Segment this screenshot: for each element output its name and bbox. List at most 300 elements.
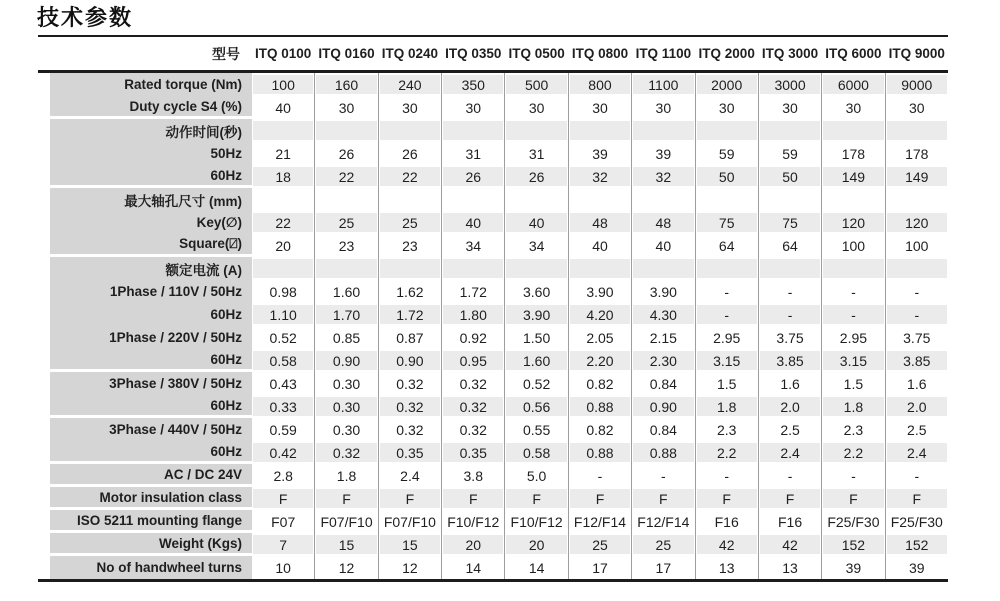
value-cell: [758, 165, 821, 188]
value-cell: [631, 142, 694, 165]
value-cell: [504, 96, 567, 119]
value-band: 25: [380, 213, 440, 232]
value-cell: [568, 142, 631, 165]
value-band: [760, 190, 820, 209]
value-cell: [314, 510, 377, 533]
value-band: 20: [443, 535, 503, 554]
value-cell: [504, 280, 567, 303]
value-cell: [821, 303, 884, 326]
value-cell: [568, 211, 631, 234]
value-band: [380, 259, 440, 278]
row-cells: [252, 303, 948, 326]
value-cell: [504, 441, 567, 464]
value-cell: [504, 349, 567, 372]
value-cell: [441, 372, 504, 395]
value-band: 0.82: [586, 421, 614, 438]
row-label: 1Phase / 220V / 50Hz: [38, 326, 252, 349]
value-cell: [252, 303, 314, 326]
value-cell: [695, 257, 758, 280]
value-cell: [885, 188, 948, 211]
value-band: [316, 190, 376, 209]
value-cell: [821, 372, 884, 395]
table-row: [38, 96, 948, 119]
value-band: 1.6: [907, 375, 927, 392]
value-cell: [378, 556, 441, 579]
value-band: 0.58: [506, 443, 566, 462]
value-band: 30: [908, 99, 925, 116]
value-cell: [885, 280, 948, 303]
value-cell: [441, 464, 504, 487]
value-cell: [378, 464, 441, 487]
value-band: 15: [316, 535, 376, 554]
value-cell: [314, 464, 377, 487]
value-band: 50: [760, 167, 820, 186]
table-row: [38, 142, 948, 165]
value-cell: [695, 234, 758, 257]
value-cell: [252, 487, 314, 510]
value-band: 30: [592, 99, 608, 116]
value-cell: [821, 119, 884, 142]
value-cell: [631, 73, 694, 96]
value-band: 20: [275, 237, 291, 254]
value-band: 31: [465, 145, 482, 162]
value-band: [570, 121, 630, 140]
value-band: 0.55: [522, 421, 551, 438]
value-band: 17: [592, 559, 608, 576]
table-row: [38, 556, 948, 579]
value-band: F07/F10: [383, 513, 436, 530]
model-name: ITQ 3000: [761, 46, 819, 61]
value-cell: [758, 487, 821, 510]
value-cell: [631, 119, 694, 142]
value-band: 48: [570, 213, 630, 232]
value-cell: [695, 441, 758, 464]
row-cells: [252, 280, 948, 303]
value-band: 26: [443, 167, 503, 186]
value-band: 1.72: [380, 305, 440, 324]
value-band: F25/F30: [890, 513, 943, 530]
value-cell: [378, 510, 441, 533]
value-cell: [631, 372, 694, 395]
value-band: F25/F30: [827, 513, 880, 530]
value-cell: [252, 165, 314, 188]
value-band: F: [506, 489, 566, 508]
value-cell: [504, 257, 567, 280]
row-label: Rated torque (Nm): [38, 73, 252, 96]
value-cell: [441, 211, 504, 234]
value-band: [506, 121, 566, 140]
row-label: 3Phase / 380V / 50Hz: [38, 372, 252, 395]
table-header-row: [38, 37, 948, 73]
value-cell: [568, 418, 631, 441]
value-cell: [378, 165, 441, 188]
value-band: 1.72: [459, 283, 487, 300]
value-cell: [252, 464, 314, 487]
value-cell: [695, 73, 758, 96]
value-cell: [821, 441, 884, 464]
value-band: 0.52: [269, 329, 297, 346]
value-band: 75: [697, 213, 757, 232]
row-cells: [252, 510, 948, 533]
value-cell: [631, 441, 694, 464]
value-band: 0.42: [253, 443, 313, 462]
value-cell: [441, 119, 504, 142]
row-cells: [252, 73, 948, 96]
value-band: 0.88: [570, 443, 630, 462]
value-band: -: [787, 283, 793, 300]
value-cell: [885, 556, 948, 579]
value-band: 17: [655, 559, 672, 576]
value-band: F: [570, 489, 630, 508]
value-band: 1.62: [396, 283, 424, 300]
value-cell: [314, 211, 377, 234]
value-band: 2.4: [760, 443, 820, 462]
value-band: [443, 190, 503, 209]
value-cell: [378, 96, 441, 119]
value-band: 2.3: [843, 421, 864, 438]
model-column-header: 型号: [212, 45, 240, 62]
row-label: Weight (Kgs): [38, 533, 252, 556]
row-cells: [252, 349, 948, 372]
value-band: [380, 190, 440, 209]
value-cell: [378, 142, 441, 165]
value-cell: [631, 165, 694, 188]
value-cell: [314, 96, 377, 119]
value-band: [443, 121, 503, 140]
value-band: F07/F10: [320, 513, 373, 530]
table-row: [38, 372, 948, 395]
value-cell: [314, 349, 377, 372]
value-cell: [758, 556, 821, 579]
value-cell: [695, 142, 758, 165]
value-cell: [821, 326, 884, 349]
value-cell: [314, 487, 377, 510]
value-band: 6000: [823, 75, 883, 94]
value-cell: [378, 418, 441, 441]
value-band: 120: [887, 213, 947, 232]
value-cell: [885, 73, 948, 96]
value-cell: [885, 303, 948, 326]
value-cell: [758, 73, 821, 96]
value-band: 42: [760, 535, 820, 554]
value-band: 3.90: [506, 305, 566, 324]
row-label: 1Phase / 110V / 50Hz: [38, 280, 252, 303]
row-cells: [252, 418, 948, 441]
value-cell: [378, 372, 441, 395]
row-label: 60Hz: [38, 165, 252, 188]
value-band: 149: [887, 167, 947, 186]
row-cells: [252, 326, 948, 349]
table-row: [38, 510, 948, 533]
value-band: 4.20: [570, 305, 630, 324]
value-cell: [631, 395, 694, 418]
value-band: 2.20: [570, 351, 630, 370]
value-cell: [314, 418, 377, 441]
value-band: 2.15: [649, 329, 677, 346]
model-name: ITQ 2000: [698, 46, 755, 61]
value-cell: [631, 510, 694, 533]
model-name: ITQ 0160: [318, 46, 375, 61]
value-band: -: [787, 467, 793, 484]
value-band: 42: [697, 535, 757, 554]
value-cell: [441, 280, 504, 303]
value-cell: [758, 349, 821, 372]
value-cell: [695, 395, 758, 418]
value-cell: [758, 464, 821, 487]
table-row: [38, 326, 948, 349]
value-band: 30: [465, 99, 482, 116]
value-band: 0.52: [522, 375, 551, 392]
value-band: 25: [633, 535, 693, 554]
value-cell: [252, 395, 314, 418]
value-band: 3.85: [760, 351, 820, 370]
value-cell: [378, 395, 441, 418]
value-cell: [695, 418, 758, 441]
value-cell: [378, 188, 441, 211]
value-band: F: [380, 489, 440, 508]
value-cell: [758, 119, 821, 142]
value-cell: [631, 464, 694, 487]
row-label: Duty cycle S4 (%): [38, 96, 252, 119]
model-name: ITQ 6000: [825, 46, 882, 61]
row-label: AC / DC 24V: [38, 464, 252, 487]
value-cell: [252, 96, 314, 119]
table-section-row: [38, 119, 948, 142]
value-cell: [441, 441, 504, 464]
value-band: 5.0: [526, 467, 547, 484]
value-band: 2.95: [713, 329, 741, 346]
value-cell: [695, 349, 758, 372]
value-cell: [695, 96, 758, 119]
row-label: 60Hz: [38, 303, 252, 326]
value-cell: [821, 234, 884, 257]
value-band: 2.3: [716, 421, 737, 438]
value-band: 152: [887, 535, 947, 554]
value-cell: [695, 303, 758, 326]
row-label: 动作时间(秒): [38, 119, 252, 142]
value-band: 2.8: [273, 467, 293, 484]
value-cell: [821, 349, 884, 372]
value-cell: [758, 303, 821, 326]
value-band: 100: [905, 237, 929, 254]
row-label: 3Phase / 440V / 50Hz: [38, 418, 252, 441]
table-row: [38, 234, 948, 257]
value-cell: [821, 280, 884, 303]
value-cell: [758, 96, 821, 119]
value-cell: [314, 234, 377, 257]
value-cell: [252, 556, 314, 579]
value-band: 3.8: [463, 467, 483, 484]
value-cell: [568, 303, 631, 326]
value-cell: [568, 165, 631, 188]
value-cell: [568, 257, 631, 280]
row-cells: [252, 487, 948, 510]
value-band: 2.4: [887, 443, 947, 462]
value-band: 3.75: [903, 329, 931, 346]
value-band: 0.90: [316, 351, 376, 370]
value-cell: [441, 349, 504, 372]
value-band: 9000: [887, 75, 947, 94]
value-band: [380, 121, 440, 140]
row-cells: [252, 441, 948, 464]
value-band: 0.84: [649, 421, 677, 438]
value-band: 2.05: [586, 329, 614, 346]
value-band: -: [823, 305, 883, 324]
value-band: 64: [718, 237, 735, 254]
value-band: F16: [777, 513, 803, 530]
table-row: [38, 280, 948, 303]
model-header-cells: [252, 46, 948, 61]
row-cells: [252, 142, 948, 165]
value-band: 1.60: [332, 283, 361, 300]
table-section-row: [38, 188, 948, 211]
value-cell: [504, 303, 567, 326]
value-band: 0.90: [633, 397, 693, 416]
value-cell: [821, 510, 884, 533]
value-band: 7: [253, 535, 313, 554]
value-band: 178: [905, 145, 929, 162]
value-band: 0.32: [459, 375, 487, 392]
row-label: ISO 5211 mounting flange: [38, 510, 252, 533]
row-cells: [252, 372, 948, 395]
value-band: F12/F14: [573, 513, 627, 530]
value-band: -: [597, 467, 603, 484]
value-cell: [314, 142, 377, 165]
value-band: 0.58: [253, 351, 313, 370]
value-band: 30: [782, 99, 798, 116]
value-cell: [378, 73, 441, 96]
value-cell: [504, 395, 567, 418]
value-band: 0.30: [332, 375, 361, 392]
value-band: 3.90: [586, 283, 614, 300]
value-band: 2.2: [697, 443, 757, 462]
row-cells: [252, 533, 948, 556]
value-cell: [758, 326, 821, 349]
value-cell: [504, 165, 567, 188]
value-cell: [885, 326, 948, 349]
value-band: 0.33: [253, 397, 313, 416]
value-band: 1.8: [823, 397, 883, 416]
value-cell: [885, 441, 948, 464]
value-cell: [885, 533, 948, 556]
value-cell: [758, 533, 821, 556]
value-cell: [441, 96, 504, 119]
value-band: 0.35: [380, 443, 440, 462]
value-band: [760, 121, 820, 140]
value-band: 2.4: [400, 467, 420, 484]
value-cell: [441, 395, 504, 418]
value-band: 39: [655, 145, 672, 162]
value-band: -: [851, 283, 856, 300]
value-band: 0.85: [332, 329, 361, 346]
value-cell: [504, 487, 567, 510]
model-name: ITQ 1100: [635, 46, 692, 61]
value-band: 100: [841, 237, 866, 254]
value-cell: [378, 349, 441, 372]
value-band: 0.32: [380, 397, 440, 416]
value-cell: [568, 556, 631, 579]
value-band: F: [760, 489, 820, 508]
value-cell: [631, 234, 694, 257]
value-cell: [821, 487, 884, 510]
value-cell: [695, 464, 758, 487]
value-band: 12: [402, 559, 418, 576]
value-band: 50: [697, 167, 757, 186]
value-band: 240: [380, 75, 440, 94]
page-title: 技术参数: [37, 5, 134, 30]
value-band: 14: [465, 559, 482, 576]
row-cells: [252, 119, 948, 142]
value-cell: [441, 257, 504, 280]
value-band: 0.35: [443, 443, 503, 462]
value-band: 40: [275, 99, 291, 116]
value-band: 0.82: [586, 375, 614, 392]
value-cell: [758, 418, 821, 441]
value-cell: [378, 119, 441, 142]
value-band: F07: [271, 513, 296, 530]
value-band: 12: [338, 559, 355, 576]
value-band: 21: [275, 145, 291, 162]
value-band: -: [760, 305, 820, 324]
value-cell: [314, 372, 377, 395]
value-cell: [504, 533, 567, 556]
value-cell: [441, 188, 504, 211]
value-cell: [568, 464, 631, 487]
value-band: [887, 259, 947, 278]
value-band: 3.15: [697, 351, 757, 370]
value-cell: [441, 73, 504, 96]
row-cells: [252, 211, 948, 234]
row-cells: [252, 464, 948, 487]
value-band: [823, 259, 883, 278]
value-band: 30: [718, 99, 735, 116]
value-cell: [504, 556, 567, 579]
row-label: 60Hz: [38, 441, 252, 464]
value-cell: [568, 395, 631, 418]
value-cell: [885, 211, 948, 234]
value-cell: [631, 418, 694, 441]
value-cell: [441, 234, 504, 257]
value-cell: [314, 280, 377, 303]
row-cells: [252, 96, 948, 119]
value-cell: [568, 234, 631, 257]
value-band: 0.88: [633, 443, 693, 462]
value-cell: [631, 188, 694, 211]
value-band: F: [887, 489, 947, 508]
value-cell: [821, 395, 884, 418]
value-cell: [631, 257, 694, 280]
value-cell: [885, 165, 948, 188]
value-cell: [631, 211, 694, 234]
value-band: [633, 121, 693, 140]
value-band: 34: [465, 237, 482, 254]
value-band: 4.30: [633, 305, 693, 324]
value-band: [506, 259, 566, 278]
table-row: [38, 73, 948, 96]
value-band: 64: [782, 237, 798, 254]
table-row: [38, 464, 948, 487]
value-band: 0.92: [459, 329, 487, 346]
value-cell: [314, 188, 377, 211]
value-band: 22: [253, 213, 313, 232]
value-band: -: [914, 467, 920, 484]
value-cell: [695, 372, 758, 395]
value-band: [760, 259, 820, 278]
value-band: 0.87: [396, 329, 424, 346]
model-name: ITQ 0800: [571, 46, 629, 61]
table-row: [38, 165, 948, 188]
value-band: 2.5: [907, 421, 927, 438]
